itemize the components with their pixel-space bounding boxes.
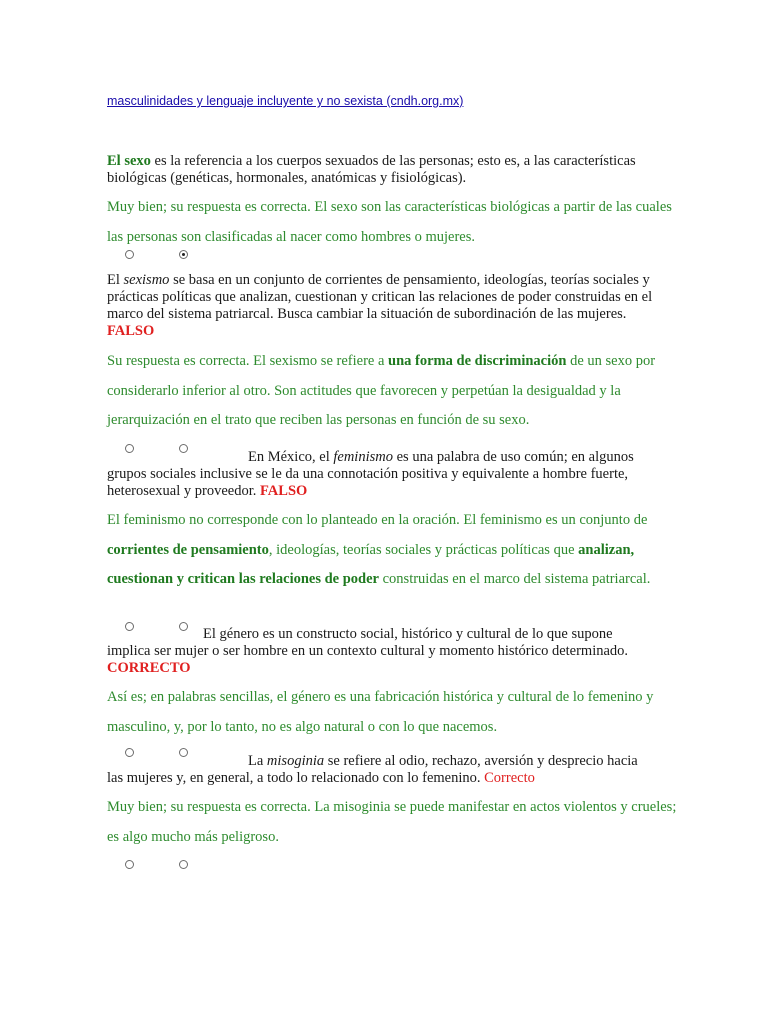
feedback-feminismo-a: El feminismo no corresponde con lo planteado en la oración. El feminismo es un conjunto de (107, 512, 648, 528)
statement-feminismo-pre: En México, el (248, 449, 334, 465)
term-misoginia: misoginia (266, 753, 325, 769)
feedback-sexo: Muy bien; su respuesta es correcta. El sexo son las características biológicas a partir de las cuales las personas son clasificadas al nacer como hombres o mujeres. (107, 199, 672, 245)
term-feminismo: feminismo (333, 449, 393, 465)
feedback-feminismo-c: , ideologías, teorías sociales y prácticas políticas que (268, 541, 579, 558)
feedback-sexismo-c: de un sexo por considerarlo inferior al otro. Son actitudes que favorecen y perpetúan la desigualdad y la jerarquización en el trato que reciben las personas en función de su sexo. (107, 353, 656, 428)
statement-sexo (107, 153, 667, 187)
statement-genero (107, 626, 652, 677)
feedback-feminismo-e: construidas en el marco del sistema patriarcal. (379, 571, 651, 587)
statement-feminismo (107, 449, 667, 500)
feedback-sexismo-emphasis: una forma de discriminación (388, 353, 567, 369)
statement-sexismo-pre: El (107, 272, 124, 288)
radio-option-10[interactable] (179, 860, 188, 869)
radio-option-2[interactable] (179, 250, 188, 259)
source-link[interactable]: masculinidades y lenguaje incluyente y no sexista (cndh.org.mx) (107, 94, 464, 108)
feedback-sexismo-a: Su respuesta es correcta. El sexismo se refiere a (107, 353, 389, 369)
feedback-misoginia: Muy bien; su respuesta es correcta. La misoginia se puede manifestar en actos violentos y crueles; es algo mucho más peligroso. (107, 799, 677, 845)
statement-sexo-text: es la referencia a los cuerpos sexuados de las personas; esto es, a las características biológicas (genéticas, hormonales, anatómicas y fisiológicas). (107, 153, 636, 186)
term-sexismo: sexismo (123, 272, 170, 288)
statement-genero-text: El género es un constructo social, histórico y cultural de lo que supone implica ser mujer o ser hombre en un contexto cultural y momento histórico determinado. (107, 626, 629, 659)
term-sexo: El sexo (107, 153, 151, 169)
statement-misoginia-text: se refiere al odio, rechazo, aversión y desprecio hacia las mujeres y, en general, a todo lo relacionado con lo femenino. (107, 753, 638, 786)
verdict-sexismo: FALSO (107, 323, 155, 339)
statement-misoginia-pre: La (248, 753, 267, 769)
verdict-feminismo: FALSO (260, 483, 308, 499)
feedback-genero: Así es; en palabras sencillas, el género es una fabricación histórica y cultural de lo femenino y masculino, y, por lo tanto, no es algo natural o con lo que nacemos. (107, 689, 654, 735)
feedback-feminismo (107, 506, 677, 595)
feedback-feminismo-emphasis-2: analizan, cuestionan y critican las relaciones de poder (107, 541, 635, 587)
statement-sexismo-text: se basa en un conjunto de corrientes de pensamiento, ideologías, teorías sociales y prácticas políticas que analizan, cuestionan y critican las relaciones de poder construidas en el marco del sistema patriarcal. Busca cambiar la situación de subordinación de las mujeres. (107, 272, 653, 322)
radio-option-9[interactable] (125, 860, 134, 869)
statement-feminismo-text: es una palabra de uso común; en algunos grupos sociales inclusive se le da una connotación positiva y equivalente a hombre fuerte, heterosexual y proveedor. (107, 449, 634, 499)
verdict-misoginia: Correcto (484, 770, 535, 786)
verdict-genero: CORRECTO (107, 660, 191, 676)
statement-misoginia (107, 753, 655, 787)
radio-option-1[interactable] (125, 250, 134, 259)
feedback-sexismo (107, 347, 677, 436)
statement-sexismo (107, 272, 667, 340)
feedback-feminismo-emphasis-1: corrientes de pensamiento (107, 541, 269, 558)
